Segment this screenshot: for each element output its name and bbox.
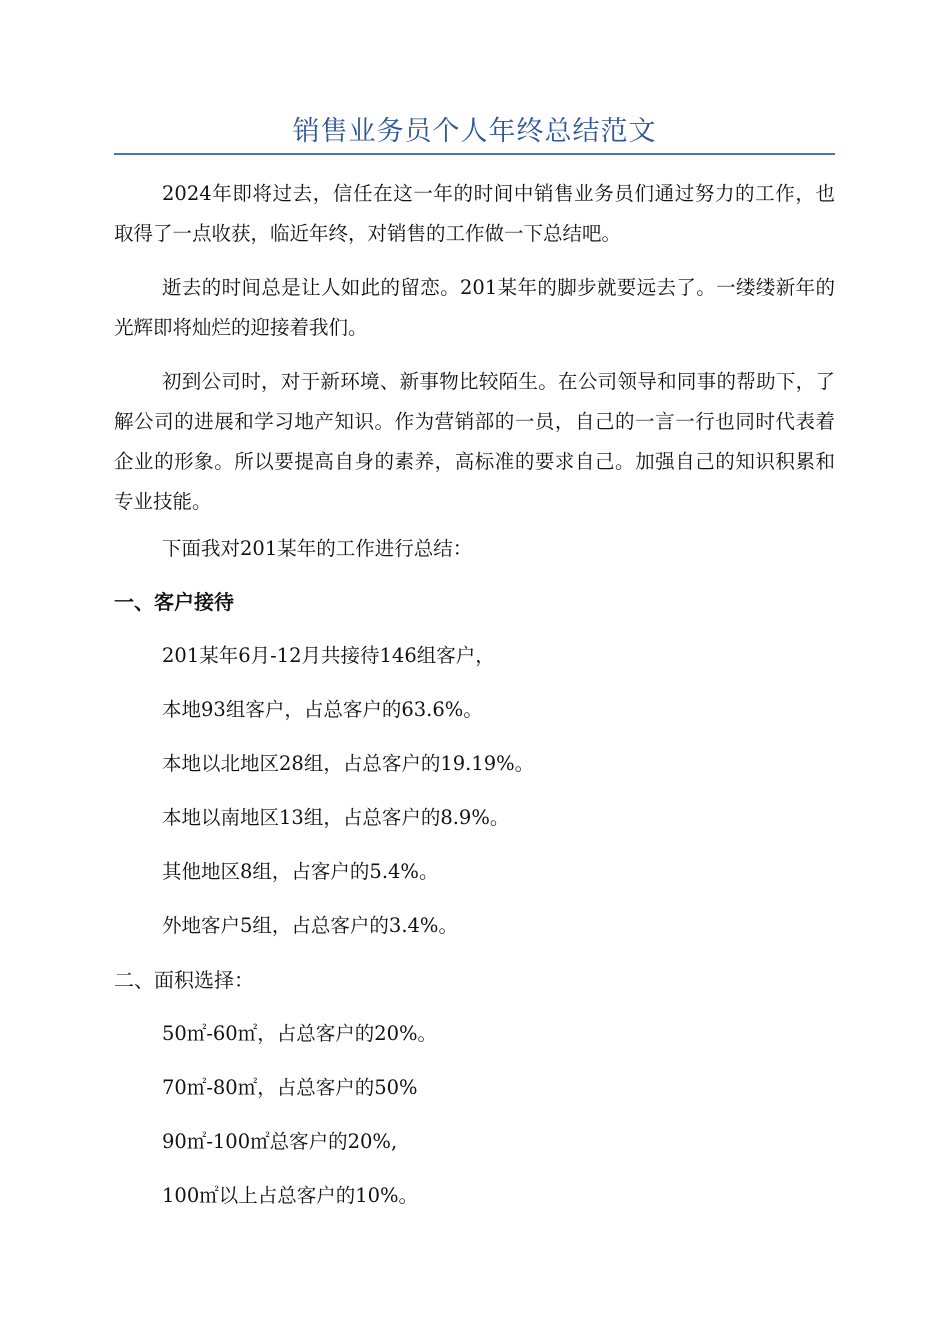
area-line: 50㎡-60㎡，占总客户的20%。 xyxy=(162,1022,438,1045)
paragraph-intro: 2024年即将过去，信任在这一年的时间中销售业务员们通过努力的工作，也取得了一点收获，临近年终，对销售的工作做一下总结吧。 xyxy=(114,182,835,245)
document-title: 销售业务员个人年终总结范文 xyxy=(292,116,657,147)
section-heading-area-selection: 二、面积选择： xyxy=(114,968,254,992)
paragraph-summary-lead: 下面我对201某年的工作进行总结： xyxy=(162,537,473,560)
stat-line: 本地以北地区28组，占总客户的19.19%。 xyxy=(162,752,535,775)
stat-line: 本地93组客户，占总客户的63.6%。 xyxy=(162,698,483,721)
area-line: 100㎡以上占总客户的10%。 xyxy=(162,1184,419,1207)
title-underline xyxy=(114,153,835,155)
section-heading-customer-reception: 一、客户接待 xyxy=(114,590,234,614)
stat-line: 本地以南地区13组，占总客户的8.9%。 xyxy=(162,806,510,829)
stat-line: 201某年6月-12月共接待146组客户， xyxy=(162,644,495,667)
stat-line: 其他地区8组，占客户的5.4%。 xyxy=(162,860,439,883)
paragraph-reflection: 逝去的时间总是让人如此的留恋。201某年的脚步就要远去了。一缕缕新年的光辉即将灿烂的迎接着我们。 xyxy=(114,276,835,339)
area-line: 70㎡-80㎡，占总客户的50% xyxy=(162,1076,418,1099)
area-line: 90㎡-100㎡总客户的20%, xyxy=(162,1130,398,1153)
stat-line: 外地客户5组，占总客户的3.4%。 xyxy=(162,914,458,937)
paragraph-onboarding: 初到公司时，对于新环境、新事物比较陌生。在公司领导和同事的帮助下，了解公司的进展和学习地产知识。作为营销部的一员，自己的一言一行也同时代表着企业的形象。所以要提高自身的素养，高标准的要求自己。加强自己的知识积累和专业技能。 xyxy=(114,370,835,513)
